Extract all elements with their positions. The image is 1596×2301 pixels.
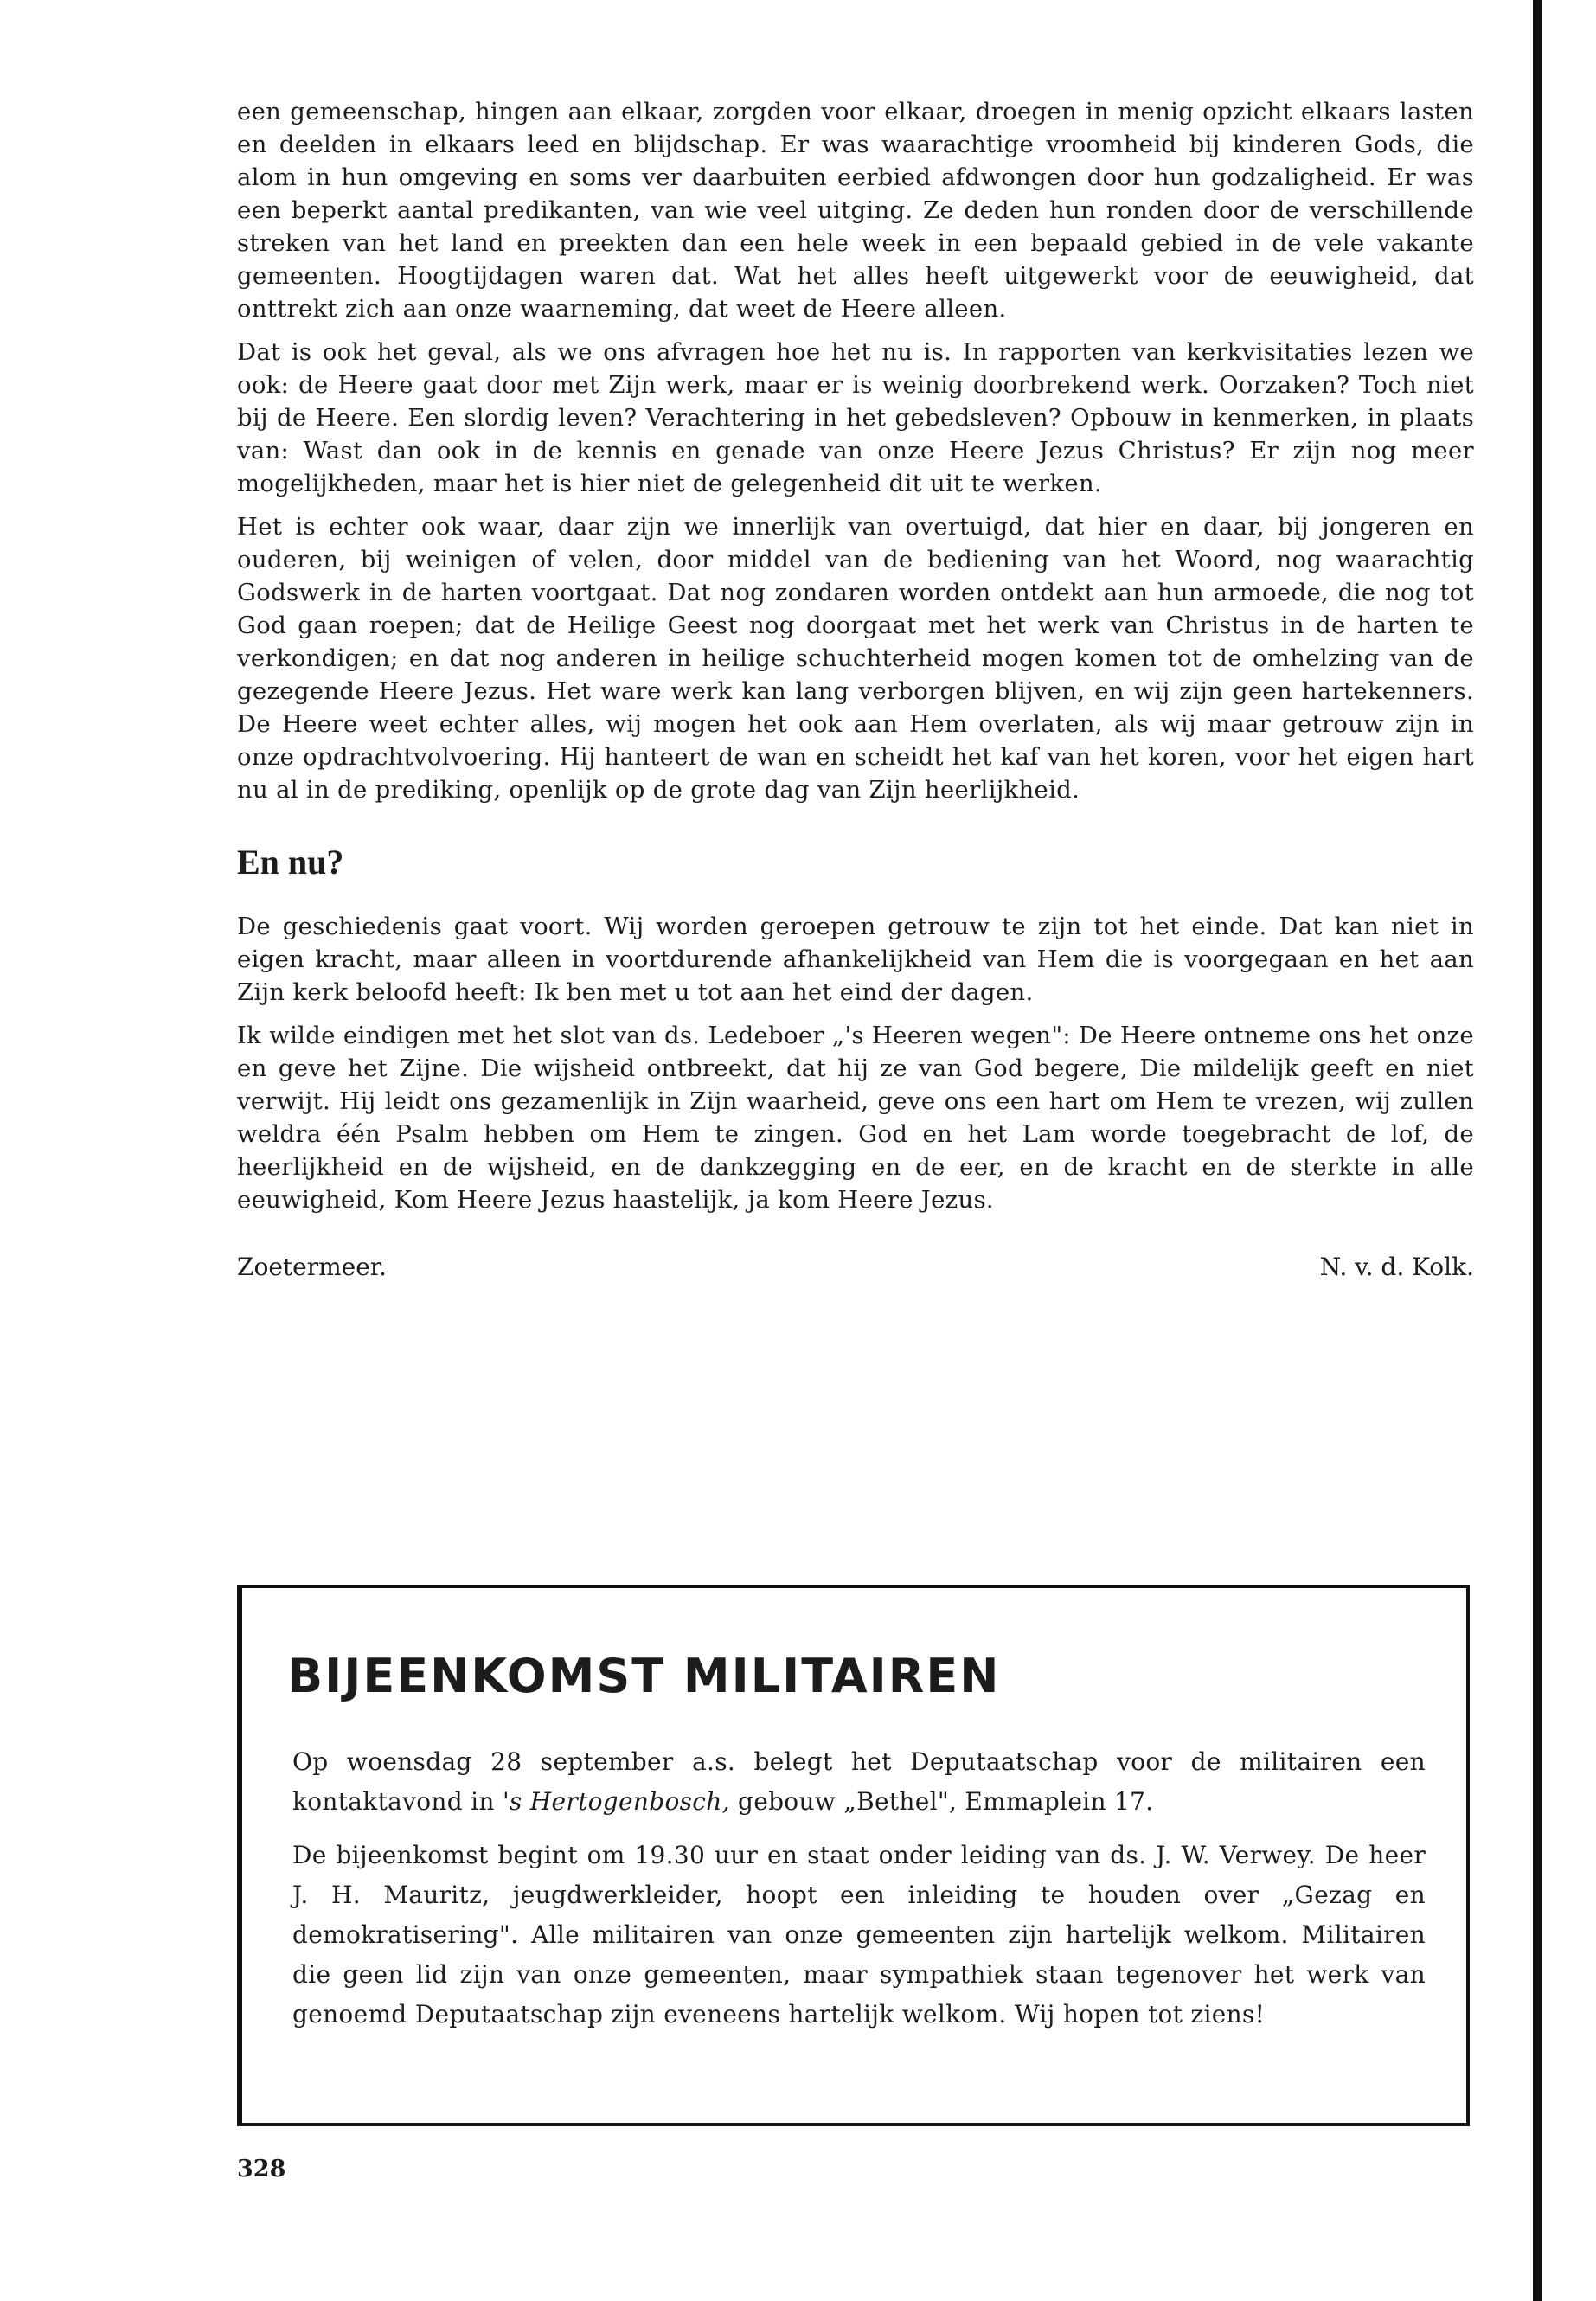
- closing-paragraph-1: De geschiedenis gaat voort. Wij worden geroepen getrouw te zijn tot het einde. Dat kan niet in eigen kracht, maar alleen in voortdurende afhankelijkheid van Hem die is voorgegaan en het aan Zijn kerk beloofd heeft: Ik ben met u tot aan het eind der dagen.: [237, 913, 1474, 1006]
- signature-place: Zoetermeer.: [237, 1253, 387, 1281]
- notice-paragraph-2: De bijeenkomst begint om 19.30 uur en staat onder leiding van ds. J. W. Verwey. De heer J. H. Mauritz, jeugdwerkleider, hoopt een inleiding te houden over „Gezag en demokratisering". Alle militairen van onze gemeenten zijn hartelijk welkom. Militairen die geen lid zijn van onze gemeenten, maar sympathiek staan tegenover het werk van genoemd Deputaatschap zijn eveneens hartelijk welkom. Wij hopen tot ziens!: [292, 1841, 1426, 2029]
- article-column: [237, 95, 1474, 1281]
- closing-paragraph-2: Ik wilde eindigen met het slot van ds. Ledeboer „'s Heeren wegen": De Heere ontneme ons het onze en geve het Zijne. Die wijsheid ontbreekt, dat hij ze van God begere, Die mildelijk geeft en niet verwijt. Hij leidt ons gezamenlijk in Zijn waarheid, geve ons een hart om Hem te vrezen, wij zullen weldra één Psalm hebben om Hem te zingen. God en het Lam worde toegebracht de lof, de heerlijkheid en de wijsheid, en de dankzegging en de eer, en de kracht en de sterkte in alle eeuwigheid, Kom Heere Jezus haastelijk, ja kom Heere Jezus.: [237, 1022, 1474, 1214]
- notice-paragraph-1: [292, 1742, 1426, 1822]
- article-paragraph-2: Dat is ook het geval, als we ons afvragen hoe het nu is. In rapporten van kerkvisitaties lezen we ook: de Heere gaat door met Zijn werk, maar er is weinig doorbrekend werk. Oorzaken? Toch niet bij de Heere. Een slordig leven? Verachtering in het gebedsleven? Opbouw in kenmerken, in plaats van: Wast dan ook in de kennis en genade van onze Heere Jezus Christus? Er zijn nog meer mogelijkheden, maar het is hier niet de gelegenheid dit uit te werken.: [237, 338, 1474, 497]
- notice-body: [292, 1742, 1426, 2048]
- page-number: 328: [237, 2156, 286, 2182]
- article-paragraph-3: Het is echter ook waar, daar zijn we innerlijk van overtuigd, dat hier en daar, bij jongeren en ouderen, bij weinigen of velen, door middel van de bediening van het Woord, nog waarachtig Godswerk in de harten voortgaat. Dat nog zondaren worden ontdekt aan hun armoede, die nog tot God gaan roepen; dat de Heilige Geest nog doorgaat met het werk van Christus in de harten te verkondigen; en dat nog anderen in heilige schuchterheid mogen komen tot de omhelzing van de gezegende Heere Jezus. Het ware werk kan lang verborgen blijven, en wij zijn geen hartekenners. De Heere weet echter alles, wij mogen het ook aan Hem overlaten, als wij maar getrouw zijn in onze opdrachtvolvoering. Hij hanteert de wan en scheidt het kaf van het koren, voor het eigen hart nu al in de prediking, openlijk op de grote dag van Zijn heerlijkheid.: [237, 513, 1474, 804]
- notice-title: BIJEENKOMST MILITAIREN: [287, 1649, 1001, 1703]
- article-paragraph-1: een gemeenschap, hingen aan elkaar, zorgden voor elkaar, droegen in menig opzicht elkaars lasten en deelden in elkaars leed en blijdschap. Er was waarachtige vroomheid bij kinderen Gods, die alom in hun omgeving en soms ver daarbuiten eerbied afdwongen door hun godzaligheid. Er was een beperkt aantal predikanten, van wie veel uitging. Ze deden hun ronden door de verschillende streken van het land en preekten dan een hele week in een bepaald gebied in de vele vakante gemeenten. Hoogtijdagen waren dat. Wat het alles heeft uitgewerkt voor de eeuwigheid, dat onttrekt zich aan onze waarneming, dat weet de Heere alleen.: [237, 98, 1474, 323]
- notice-p1-venue: gebouw „Bethel", Emmaplein 17.: [729, 1787, 1154, 1816]
- notice-p1-location: 's Hertogenbosch,: [502, 1787, 730, 1816]
- section-heading: En nu?: [237, 843, 344, 881]
- signature-line: [237, 1253, 1474, 1281]
- signature-author: N. v. d. Kolk.: [1319, 1253, 1474, 1281]
- notice-p1-text: Op woensdag 28 september a.s. belegt het Deputaatschap voor de militairen een kontaktavond in: [292, 1747, 1426, 1816]
- notice-box: [237, 1585, 1470, 2126]
- page-edge-bar: [1533, 0, 1542, 2301]
